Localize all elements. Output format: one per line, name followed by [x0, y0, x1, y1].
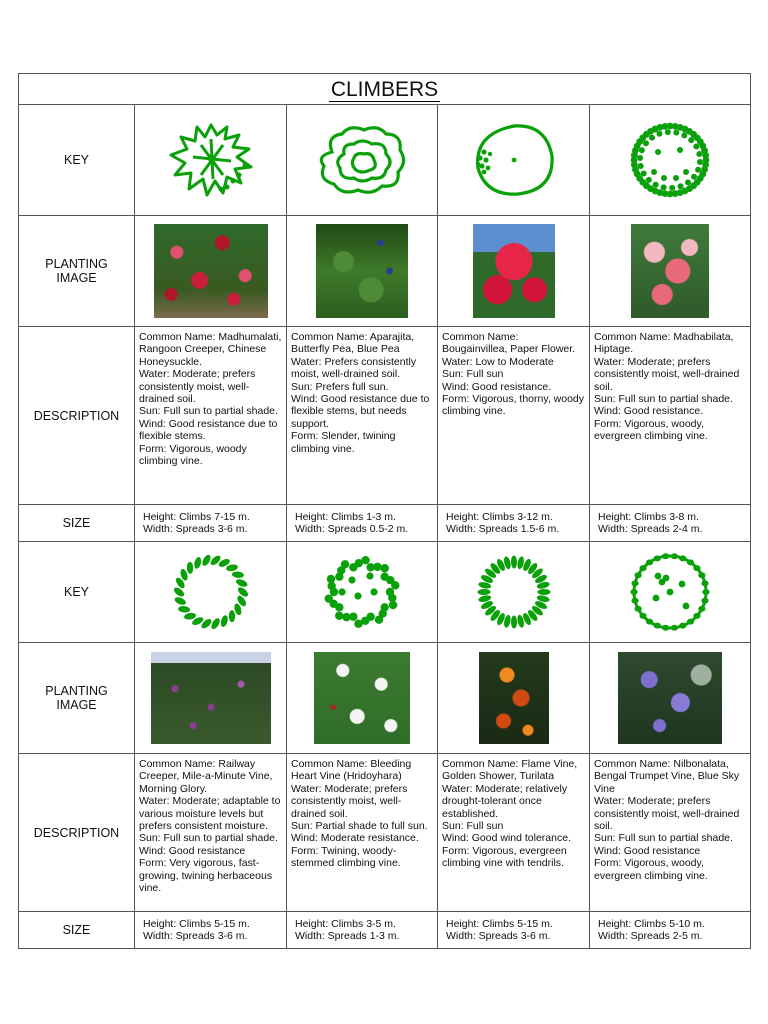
text-line: Form: Vigorous, woody, evergreen climbing vine.: [594, 857, 708, 882]
text-line: Water: Moderate; adaptable to various moisture levels but prefers consistent moisture.: [139, 795, 281, 833]
text-line: Height: Climbs 3-12 m.: [446, 510, 553, 523]
key-label: KEY: [19, 105, 135, 216]
plant-size: [438, 912, 590, 949]
planting-image-label: [19, 643, 135, 754]
plant-photo: [316, 224, 408, 318]
plant-image-cell: [287, 216, 438, 327]
text-line: Wind: Good resistance due to flexible stems, but needs support.: [291, 393, 430, 430]
climbers-table: [18, 73, 751, 949]
text-line: Form: Vigorous, woody, evergreen climbing vine.: [594, 417, 708, 443]
text-line: Form: Vigorous, evergreen climbing vine with tendrils.: [442, 844, 567, 870]
plant-size: [590, 912, 751, 949]
description-label: DESCRIPTION: [19, 754, 135, 912]
description-row: [19, 754, 751, 912]
text-line: Sun: Full sun to partial shade.: [139, 832, 278, 845]
text-line: Water: Moderate; prefers consistently moist, well-drained soil.: [594, 355, 740, 393]
text-line: Width: Spreads 0.5-2 m.: [295, 523, 409, 535]
plant-size: [438, 505, 590, 542]
plant-image-cell: [135, 216, 287, 327]
size-row: [19, 505, 751, 542]
plant-description: [590, 327, 751, 505]
text-line: Common Name: Madhumalati, Rangoon Creeper, Chinese Honeysuckle.: [139, 331, 282, 368]
planting-image-row: [19, 216, 751, 327]
plant-description: [135, 754, 287, 912]
leaf-ring-icon: [161, 552, 261, 632]
climbers-sheet: [18, 73, 750, 949]
plant-photo: [473, 224, 555, 318]
planting-label-line-2: IMAGE: [56, 271, 97, 285]
description-label: DESCRIPTION: [19, 327, 135, 505]
text-line: Height: Climbs 5-15 m.: [143, 917, 250, 930]
planting-label-line-1: PLANTING: [45, 257, 108, 271]
plant-size: [135, 912, 287, 949]
text-line: Height: Climbs 5-15 m.: [446, 917, 553, 930]
key-symbol-cell: [438, 105, 590, 216]
text-line: Common Name: Nilbonalata, Bengal Trumpet Vine, Blue Sky Vine: [594, 758, 740, 795]
scattered-ring-icon: [620, 552, 720, 632]
plant-size: [135, 505, 287, 542]
text-line: Height: Climbs 7-15 m.: [143, 510, 250, 523]
text-line: Common Name: Bougainvillea, Paper Flower.: [442, 331, 576, 356]
text-line: Form: Vigorous, thorny, woody climbing vine.: [442, 393, 585, 418]
text-line: Width: Spreads 3-6 m.: [143, 523, 248, 535]
text-line: Sun: Full sun to partial shade.: [594, 832, 733, 845]
planting-label-line-2: IMAGE: [56, 698, 97, 712]
text-line: Wind: Good resistance.: [594, 405, 704, 418]
text-line: Form: Very vigorous, fast-growing, twining herbaceous vine.: [139, 857, 273, 895]
dot-ring-icon: [620, 120, 720, 200]
leafy-star-icon: [161, 119, 261, 201]
text-line: Common Name: Railway Creeper, Mile-a-Minute Vine, Morning Glory.: [139, 758, 273, 795]
size-row: [19, 912, 751, 949]
blob-ring-icon: [312, 552, 412, 632]
plant-photo: [154, 224, 268, 318]
text-line: Water: Moderate; prefers consistently moist, well-drained soil.: [594, 795, 740, 833]
key-label: KEY: [19, 542, 135, 643]
size-label: SIZE: [19, 505, 135, 542]
text-line: Form: Twining, woody-stemmed climbing vine.: [291, 844, 401, 870]
key-symbol-cell: [438, 542, 590, 643]
text-line: Height: Climbs 5-10 m.: [598, 917, 705, 930]
text-line: Common Name: Bleeding Heart Vine (Hridoyhara): [291, 758, 412, 783]
text-line: Wind: Good resistance.: [442, 380, 552, 393]
text-line: Sun: Partial shade to full sun.: [291, 820, 428, 833]
key-row: [19, 105, 751, 216]
dotted-circle-icon: [464, 120, 564, 200]
planting-image-label: [19, 216, 135, 327]
text-line: Water: Moderate; relatively drought-tolerant once established.: [442, 782, 568, 820]
text-line: Height: Climbs 3-8 m.: [598, 510, 699, 523]
text-line: Wind: Good resistance: [594, 844, 701, 857]
planting-label-line-1: PLANTING: [45, 684, 108, 698]
plant-size: [590, 505, 751, 542]
text-line: Common Name: Flame Vine, Golden Shower, Turilata: [442, 758, 578, 783]
text-line: Common Name: Madhabilata, Hiptage.: [594, 331, 734, 356]
plant-image-cell: [590, 643, 751, 754]
plant-photo: [479, 652, 549, 744]
cloud-ring-icon: [312, 122, 412, 198]
text-line: Width: Spreads 1.5-6 m.: [446, 523, 560, 535]
text-line: Water: Moderate; prefers consistently moist, well-drained soil.: [291, 782, 408, 820]
key-row: [19, 542, 751, 643]
description-row: [19, 327, 751, 505]
key-symbol-cell: [590, 542, 751, 643]
text-line: Height: Climbs 3-5 m.: [295, 917, 396, 930]
text-line: Wind: Good resistance: [139, 844, 246, 857]
key-symbol-cell: [135, 105, 287, 216]
text-line: Width: Spreads 2-5 m.: [598, 930, 703, 942]
plant-photo: [151, 652, 271, 744]
leaf-wreath-icon: [464, 552, 564, 632]
key-symbol-cell: [287, 542, 438, 643]
plant-image-cell: [287, 643, 438, 754]
text-line: Water: Low to Moderate: [442, 355, 554, 368]
plant-image-cell: [438, 643, 590, 754]
text-line: Water: Prefers consistently moist, well-drained soil.: [291, 355, 417, 381]
text-line: Wind: Good resistance due to flexible stems.: [139, 417, 278, 443]
title-cell: [19, 74, 751, 105]
text-line: Form: Vigorous, woody climbing vine.: [139, 442, 247, 468]
plant-description: [135, 327, 287, 505]
plant-image-cell: [438, 216, 590, 327]
size-label: SIZE: [19, 912, 135, 949]
plant-description: [287, 327, 438, 505]
text-line: Sun: Prefers full sun.: [291, 380, 389, 393]
plant-photo: [314, 652, 410, 744]
text-line: Width: Spreads 2-4 m.: [598, 523, 703, 535]
text-line: Common Name: Aparajita, Butterfly Pea, Blue Pea: [291, 331, 415, 356]
page-title: CLIMBERS: [330, 77, 439, 101]
plant-description: [438, 327, 590, 505]
planting-image-row: [19, 643, 751, 754]
plant-description: [287, 754, 438, 912]
key-symbol-cell: [287, 105, 438, 216]
plant-photo: [631, 224, 709, 318]
plant-size: [287, 505, 438, 542]
text-line: Sun: Full sun: [442, 820, 504, 833]
plant-image-cell: [590, 216, 751, 327]
text-line: Width: Spreads 3-6 m.: [143, 930, 248, 942]
text-line: Height: Climbs 1-3 m.: [295, 510, 396, 523]
plant-image-cell: [135, 643, 287, 754]
text-line: Sun: Full sun to partial shade.: [139, 405, 278, 418]
plant-description: [438, 754, 590, 912]
text-line: Water: Moderate; prefers consistently moist, well-drained soil.: [139, 368, 256, 406]
text-line: Width: Spreads 3-6 m.: [446, 930, 551, 942]
text-line: Wind: Moderate resistance.: [291, 832, 419, 845]
text-line: Sun: Full sun to partial shade.: [594, 393, 733, 406]
plant-size: [287, 912, 438, 949]
text-line: Sun: Full sun: [442, 368, 504, 381]
text-line: Form: Slender, twining climbing vine.: [291, 430, 396, 455]
key-symbol-cell: [135, 542, 287, 643]
text-line: Wind: Good wind tolerance.: [442, 832, 571, 845]
text-line: Width: Spreads 1-3 m.: [295, 930, 400, 942]
key-symbol-cell: [590, 105, 751, 216]
plant-description: [590, 754, 751, 912]
plant-photo: [618, 652, 722, 744]
